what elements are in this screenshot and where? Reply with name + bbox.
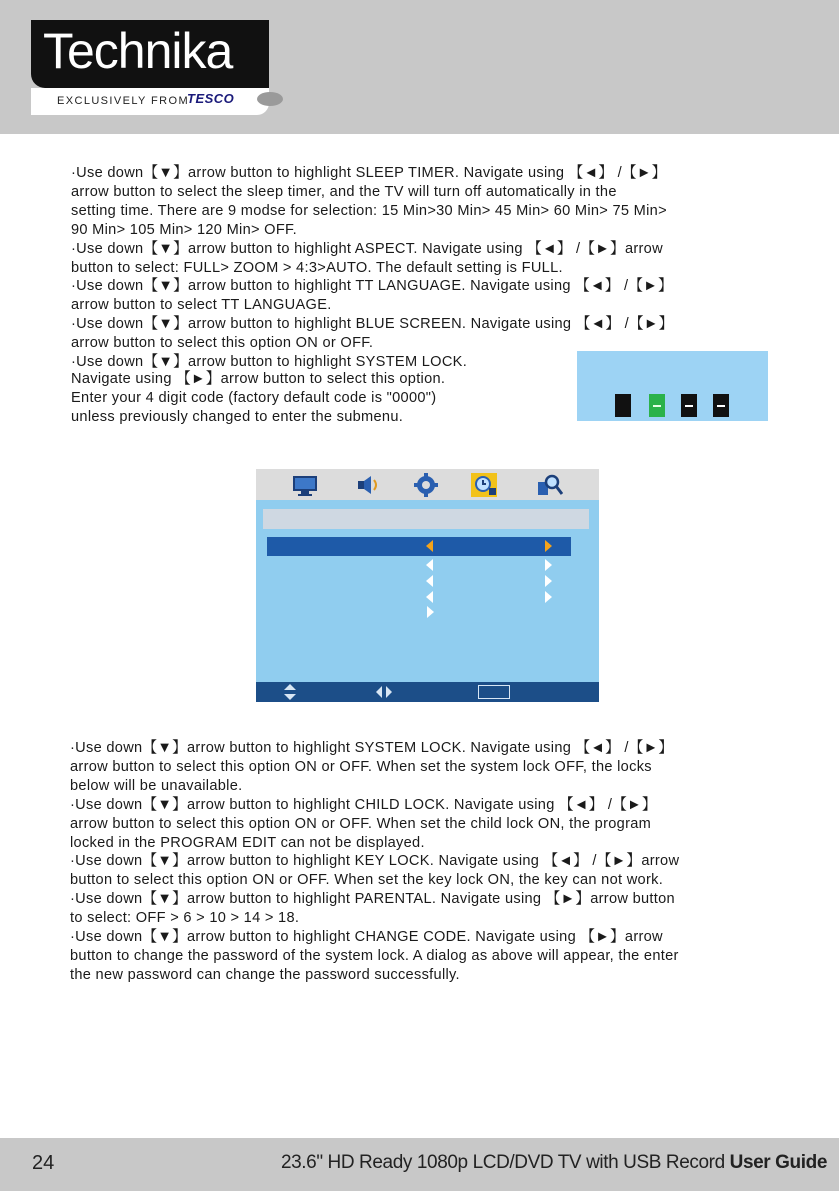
text-line: locked in the PROGRAM EDIT can not be displayed.: [70, 834, 425, 851]
up-down-arrows-icon: [284, 684, 296, 700]
menu-tab-bar: [256, 469, 599, 500]
logo-tagline-strip: [31, 88, 269, 115]
text-line: 90 Min> 105 Min> 120 Min> OFF.: [71, 221, 297, 238]
text-line: arrow button to select this option ON or OFF. When set the child lock ON, the program: [70, 815, 652, 832]
text-line: button to change the password of the system lock. A dialog as above will appear, the enter: [70, 947, 679, 964]
text-line: ·Use down【▼】arrow button to highlight KEY LOCK. Navigate using 【◄】 /【►】arrow: [70, 853, 680, 870]
footer-band: [0, 1138, 839, 1191]
text-line: unless previously changed to enter the submenu.: [71, 408, 404, 425]
menu-title-bar: [263, 509, 589, 529]
text-line: arrow button to select the sleep timer, and the TV will turn off automatically in the: [71, 183, 617, 200]
text-line: ·Use down【▼】arrow button to highlight PARENTAL. Navigate using 【►】arrow button: [70, 891, 675, 908]
text-line: ·Use down【▼】arrow button to highlight CHANGE CODE. Navigate using 【►】arrow: [70, 929, 663, 946]
text-line: ·Use down【▼】arrow button to highlight BLUE SCREEN. Navigate using 【◄】 /【►】: [71, 316, 674, 333]
tesco-swoosh-icon: [257, 92, 283, 106]
left-right-arrows-icon: [376, 686, 392, 698]
instructions-top: [71, 164, 781, 372]
text-line: Navigate using 【►】arrow button to select this option.: [71, 371, 446, 387]
instructions-mid: [71, 370, 541, 427]
text-line: to select: OFF > 6 > 10 > 14 > 18.: [70, 910, 300, 927]
code-digit-box: [681, 394, 697, 417]
code-digit-box: [615, 394, 631, 417]
footer-title-bold: User Guide: [729, 1152, 827, 1173]
footer-title-text: 23.6" HD Ready 1080p LCD/DVD TV with USB Record: [280, 1152, 725, 1173]
text-line: ·Use down【▼】arrow button to highlight CHILD LOCK. Navigate using 【◄】 /【►】: [70, 796, 657, 813]
logo-text: Technika: [43, 23, 233, 79]
arrow-right-icon[interactable]: [545, 540, 552, 552]
brand-logo: [31, 20, 269, 88]
magnifier-icon: [537, 473, 563, 497]
logo-tagline: EXCLUSIVELY FROM: [57, 95, 190, 107]
arrow-left-icon[interactable]: [426, 559, 433, 571]
text-line: ·Use down【▼】arrow button to highlight ASPECT. Navigate using 【◄】 /【►】arrow: [71, 240, 663, 257]
text-line: button to select this option ON or OFF. When set the key lock ON, the key can not work.: [70, 872, 664, 889]
speaker-icon: [355, 473, 381, 497]
text-line: ·Use down【▼】arrow button to highlight SYSTEM LOCK. Navigate using 【◄】 /【►】: [70, 740, 674, 756]
text-line: Enter your 4 digit code (factory default code is "0000"): [71, 389, 437, 406]
text-line: arrow button to select this option ON or OFF. When set the system lock OFF, the locks: [70, 758, 652, 775]
exit-key-hint-icon: [478, 685, 510, 699]
instructions-bottom: [70, 739, 785, 985]
text-line: ·Use down【▼】arrow button to highlight SLEEP TIMER. Navigate using 【◄】 /【►】: [71, 165, 667, 181]
text-line: the new password can change the password successfully.: [70, 966, 460, 983]
code-entry-dialog: [577, 351, 768, 421]
menu-row-selected[interactable]: [267, 537, 571, 556]
menu-hint-bar: [256, 682, 599, 702]
arrow-right-icon[interactable]: [427, 606, 434, 618]
footer-title: [281, 1152, 827, 1174]
text-line: setting time. There are 9 modse for selection: 15 Min>30 Min> 45 Min> 60 Min> 75 Min>: [71, 202, 667, 219]
code-digit-box: [713, 394, 729, 417]
page-number: 24: [32, 1152, 55, 1174]
monitor-icon: [292, 473, 318, 497]
text-line: below will be unavailable.: [70, 777, 243, 794]
arrow-left-icon[interactable]: [426, 575, 433, 587]
arrow-left-icon[interactable]: [426, 591, 433, 603]
arrow-right-icon[interactable]: [545, 575, 552, 587]
menu-row[interactable]: [267, 603, 571, 622]
header-band: [0, 0, 839, 134]
clock-icon: [471, 473, 497, 497]
arrow-left-icon[interactable]: [426, 540, 433, 552]
gear-icon: [413, 473, 439, 497]
text-line: button to select: FULL> ZOOM > 4:3>AUTO. The default setting is FULL.: [71, 259, 563, 276]
arrow-right-icon[interactable]: [545, 559, 552, 571]
tesco-logo: TESCO: [187, 91, 235, 106]
text-line: arrow button to select this option ON or OFF.: [71, 335, 374, 352]
tv-lock-menu: [256, 469, 599, 702]
text-line: ·Use down【▼】arrow button to highlight TT LANGUAGE. Navigate using 【◄】 /【►】: [71, 278, 673, 295]
text-line: arrow button to select TT LANGUAGE.: [71, 297, 332, 314]
arrow-right-icon[interactable]: [545, 591, 552, 603]
text-line: ·Use down【▼】arrow button to highlight SYSTEM LOCK.: [71, 354, 468, 371]
code-digit-box-highlighted: [649, 394, 665, 417]
